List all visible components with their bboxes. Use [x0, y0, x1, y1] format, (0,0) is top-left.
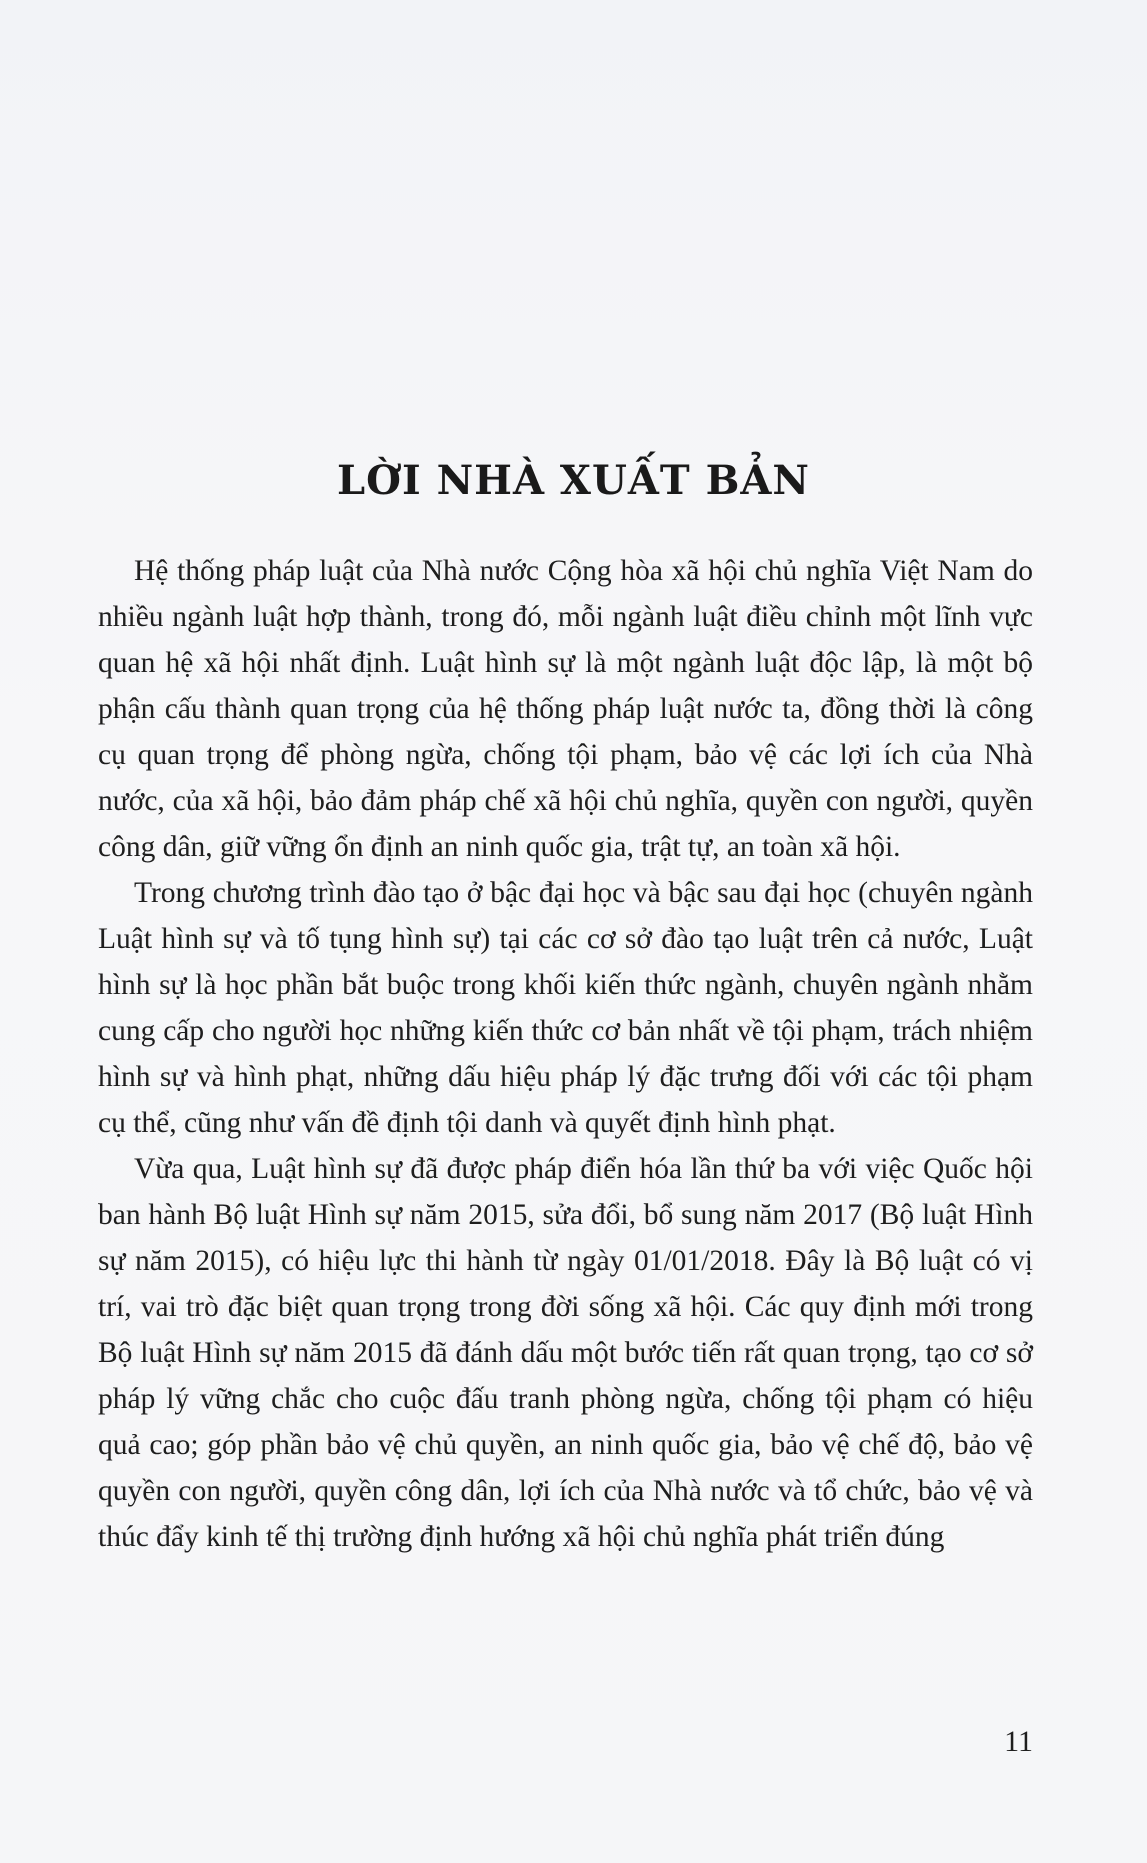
body-text	[98, 548, 1033, 1560]
paragraph-2: Trong chương trình đào tạo ở bậc đại học và bậc sau đại học (chuyên ngành Luật hình sự và tố tụng hình sự) tại các cơ sở đào tạo luật trên cả nước, Luật hình sự là học phần bắt buộc trong khối kiến thức ngành, chuyên ngành nhằm cung cấp cho người học những kiến thức cơ bản nhất về tội phạm, trách nhiệm hình sự và hình phạt, những dấu hiệu pháp lý đặc trưng đối với các tội phạm cụ thể, cũng như vấn đề định tội danh và quyết định hình phạt.	[98, 877, 1033, 1139]
page-title: LỜI NHÀ XUẤT BẢN	[337, 456, 810, 504]
paragraph-1: Hệ thống pháp luật của Nhà nước Cộng hòa xã hội chủ nghĩa Việt Nam do nhiều ngành luật hợp thành, trong đó, mỗi ngành luật điều chỉnh một lĩnh vực quan hệ xã hội nhất định. Luật hình sự là một ngành luật độc lập, là một bộ phận cấu thành quan trọng của hệ thống pháp luật nước ta, đồng thời là công cụ quan trọng để phòng ngừa, chống tội phạm, bảo vệ các lợi ích của Nhà nước, của xã hội, bảo đảm pháp chế xã hội chủ nghĩa, quyền con người, quyền công dân, giữ vững ổn định an ninh quốc gia, trật tự, an toàn xã hội.	[98, 555, 1033, 863]
paragraph-3: Vừa qua, Luật hình sự đã được pháp điển hóa lần thứ ba với việc Quốc hội ban hành Bộ luật Hình sự năm 2015, sửa đổi, bổ sung năm 2017 (Bộ luật Hình sự năm 2015), có hiệu lực thi hành từ ngày 01/01/2018. Đây là Bộ luật có vị trí, vai trò đặc biệt quan trọng trong đời sống xã hội. Các quy định mới trong Bộ luật Hình sự năm 2015 đã đánh dấu một bước tiến rất quan trọng, tạo cơ sở pháp lý vững chắc cho cuộc đấu tranh phòng ngừa, chống tội phạm có hiệu quả cao; góp phần bảo vệ chủ quyền, an ninh quốc gia, bảo vệ chế độ, bảo vệ quyền con người, quyền công dân, lợi ích của Nhà nước và tổ chức, bảo vệ và thúc đẩy kinh tế thị trường định hướng xã hội chủ nghĩa phát triển đúng	[98, 1153, 1033, 1553]
page-number: 11	[1004, 1725, 1033, 1758]
